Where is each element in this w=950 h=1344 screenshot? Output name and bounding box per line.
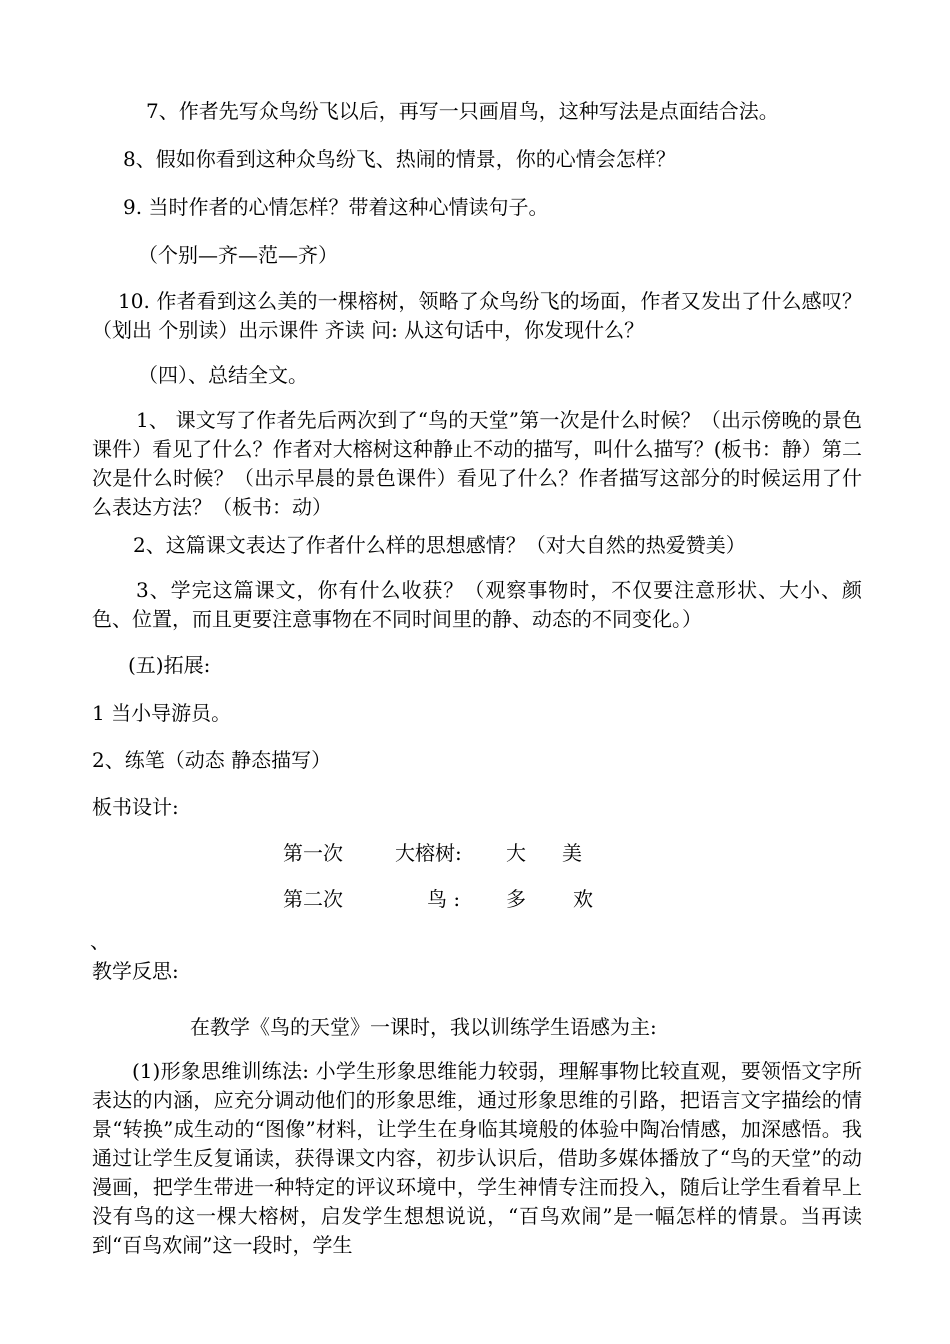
board-row-2-time: 第二次 <box>283 887 343 911</box>
question-9-note: （个别—齐—范—齐） <box>138 243 338 267</box>
question-7: 7、作者先写众鸟纷飞以后，再写一只画眉鸟，这种写法是点面结合法。 <box>146 99 779 123</box>
question-8: 8、假如你看到这种众鸟纷飞、热闹的情景，你的心情会怎样？ <box>123 147 676 171</box>
board-row-2-subject: 鸟 : <box>427 887 461 911</box>
board-row-2-a: 多 <box>506 887 526 911</box>
reflection-intro: 在教学《鸟的天堂》一课时，我以训练学生语感为主: <box>190 1015 657 1039</box>
board-heading: 板书设计: <box>92 795 179 819</box>
extension-item-2: 2、练笔（动态 静态描写） <box>92 748 332 772</box>
reflection-paragraph-1: (1)形象思维训练法: 小学生形象思维能力较弱，理解事物比较直观，要领悟文字所表达的内涵，应充分调动他们的形象思维，通过形象思维的引路，把语言文字描绘的情景“转换”成生动的“图像”材料，让学生在身临其境般的体验中陶冶情感，加深感悟。我通过让学生反复诵读，获得课文内容，初步认识后，借助多媒体播放了“鸟的天堂”的动漫画，把学生带进一种特定的评议环境中，学生神情专注而投入，随后让学生看着早上没有鸟的这一棵大榕树，启发学生想想说说，“百鸟欢闹”是一幅怎样的情景。当再读到“百鸟欢闹”这一段时，学生 <box>92 1059 862 1257</box>
board-row-2-b: 欢 <box>573 887 593 911</box>
question-9: 9. 当时作者的心情怎样？带着这种心情读句子。 <box>123 195 549 219</box>
summary-item-2: 2、这篇课文表达了作者什么样的思想感情？（对大自然的热爱赞美） <box>133 533 746 557</box>
summary-heading: （四）、总结全文。 <box>138 363 308 387</box>
summary-item-3: 3、学完这篇课文，你有什么收获？（观察事物时，不仅要注意形状、大小、颜色、位置，而且更要注意事物在不同时间里的静、动态的不同变化。） <box>92 578 862 631</box>
board-row-1-time: 第一次 <box>283 841 343 865</box>
summary-item-1: 1、 课文写了作者先后两次到了“鸟的天堂”第一次是什么时候？（出示傍晚的景色课件）看见了什么？作者对大榕树这种静止不动的描写，叫什么描写？(板书：静）第二次是什么时候？（出示早晨的景色课件）看见了什么？作者描写这部分的时候运用了什么表达方法？（板书：动） <box>92 408 862 519</box>
reflection-heading: 教学反思: <box>92 959 179 983</box>
stray-mark: 、 <box>90 929 110 953</box>
board-row-1-b: 美 <box>562 841 582 865</box>
question-10: 10. 作者看到这么美的一棵榕树，领略了众鸟纷飞的场面，作者又发出了什么感叹？（划出 个别读）出示课件 齐读 问: 从这句话中，你发现什么？ <box>92 289 862 342</box>
board-row-1-subject: 大榕树: <box>395 841 462 865</box>
board-row-1-a: 大 <box>506 841 526 865</box>
extension-item-1: 1 当小导游员。 <box>92 701 232 725</box>
extension-heading: (五)拓展: <box>128 653 211 677</box>
